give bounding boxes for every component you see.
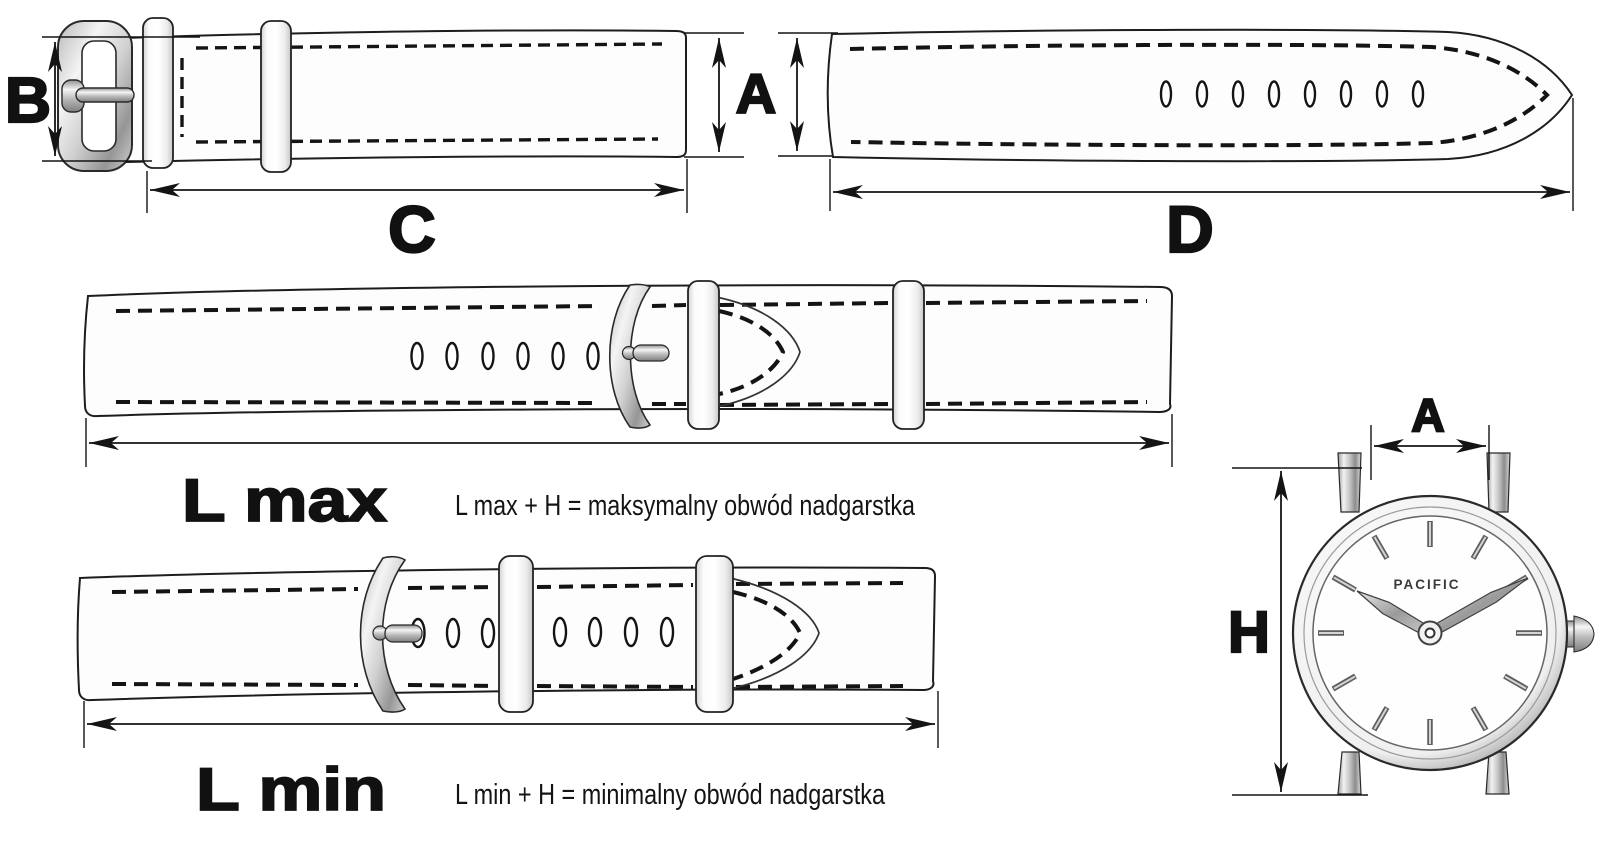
strap-keeper: [893, 281, 924, 429]
strap-keeper: [688, 281, 719, 429]
strap-hole: [483, 343, 494, 369]
strap-hole: [1305, 82, 1315, 107]
watch-brand-text: PACIFIC: [1393, 577, 1461, 592]
l-min-formula: L min + H = minimalny obwód nadgarstka: [455, 779, 886, 811]
strap-hole: [589, 618, 601, 646]
dim-label-d: D: [1166, 192, 1214, 266]
lug-top-right: [1487, 453, 1510, 512]
dimension-a-straps: [684, 33, 838, 157]
l-max-title: L max: [182, 467, 387, 534]
strap-hole: [1377, 82, 1387, 107]
tip-side-strap-diagram: [828, 30, 1572, 161]
lug-top-left: [1338, 453, 1361, 512]
strap-hole: [412, 343, 423, 369]
buckle-side-strap-diagram: [58, 18, 686, 172]
l-max-strap-diagram: [84, 281, 1172, 429]
strap-hole: [1413, 82, 1423, 107]
strap-hole: [482, 619, 494, 647]
dim-label-b: B: [4, 64, 52, 136]
strap-hole: [1233, 82, 1243, 107]
stitch-top: [926, 301, 1147, 303]
lug-bottom-right: [1486, 752, 1509, 794]
l-min-title: L min: [196, 756, 386, 823]
buckle: [58, 21, 134, 171]
l-min-strap-diagram: [78, 556, 935, 712]
watch-diagram: [1293, 453, 1594, 794]
lug-bottom-left: [1338, 752, 1361, 794]
strap-hole: [1269, 82, 1279, 107]
strap-hole: [553, 343, 564, 369]
stitch-bottom: [926, 402, 1147, 404]
strap-hole: [625, 618, 637, 646]
strap-hole: [661, 618, 673, 646]
strap-keeper: [499, 556, 533, 712]
dimension-l-max: [86, 414, 1172, 534]
hands-pivot-center: [1426, 629, 1435, 638]
strap-keeper: [143, 18, 173, 168]
buckle-prong: [633, 345, 669, 361]
stitch-top: [537, 585, 693, 587]
strap-keeper: [261, 21, 291, 172]
l-max-formula: L max + H = maksymalny obwód nadgarstka: [455, 490, 916, 522]
crown-cap: [1574, 616, 1594, 652]
strap-hole: [1197, 82, 1207, 107]
strap-hole: [518, 343, 529, 369]
dim-label-a-watch: A: [1411, 389, 1445, 441]
strap-hole: [447, 619, 459, 647]
stitch-bottom: [537, 686, 693, 687]
strap-keeper: [696, 556, 733, 712]
strap-hole: [554, 618, 566, 646]
strap-hole: [1161, 82, 1171, 107]
buckle-prong: [76, 88, 134, 102]
dimension-c: [147, 159, 687, 266]
strap-hole: [447, 343, 458, 369]
buckle-prong: [385, 625, 422, 642]
dimension-a-watch: [1371, 389, 1489, 480]
dim-label-a: A: [735, 62, 777, 125]
strap-hole: [1341, 82, 1351, 107]
dim-label-c: C: [388, 192, 436, 266]
dim-label-h-watch: H: [1228, 600, 1270, 665]
strap-hole: [588, 343, 599, 369]
